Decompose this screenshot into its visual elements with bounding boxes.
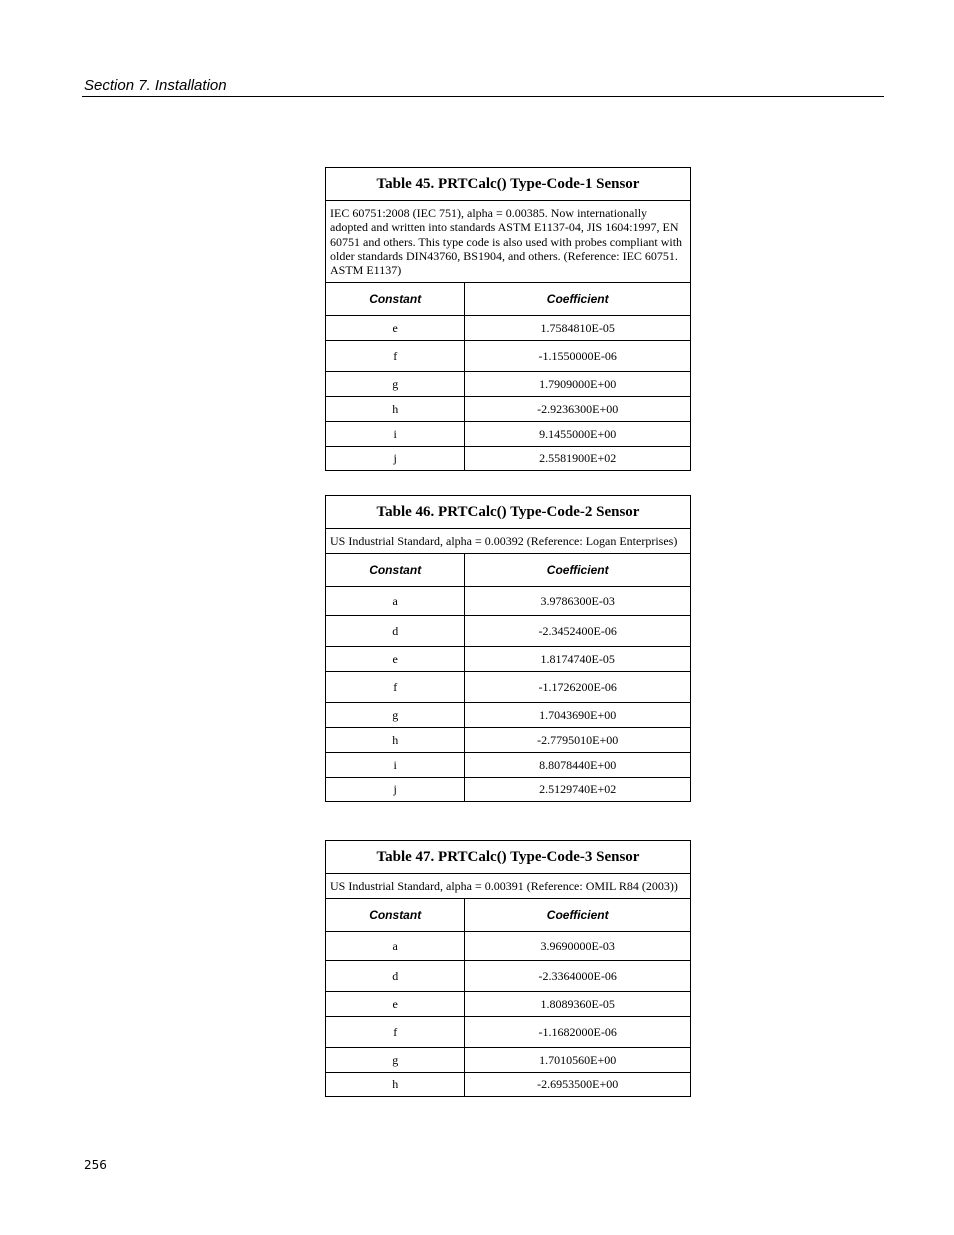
column-header-coefficient: Coefficient	[465, 283, 691, 316]
table-title: Table 46. PRTCalc() Type-Code-2 Sensor	[326, 496, 691, 529]
constant-cell: f	[326, 341, 465, 372]
table-row	[326, 992, 691, 1017]
constant-cell: i	[326, 753, 465, 778]
coefficient-cell: 8.8078440E+00	[465, 753, 691, 778]
table-row	[326, 728, 691, 753]
table-45	[325, 167, 691, 471]
constant-cell: h	[326, 728, 465, 753]
coefficient-cell: 1.7010560E+00	[465, 1048, 691, 1073]
table-row	[326, 778, 691, 802]
constant-cell: e	[326, 316, 465, 341]
header-rule	[82, 96, 884, 97]
coefficient-cell: -2.7795010E+00	[465, 728, 691, 753]
coefficient-cell: 1.8089360E-05	[465, 992, 691, 1017]
constant-cell: d	[326, 961, 465, 992]
constant-cell: f	[326, 672, 465, 703]
table-title: Table 45. PRTCalc() Type-Code-1 Sensor	[326, 168, 691, 201]
constant-cell: h	[326, 397, 465, 422]
table-row	[326, 397, 691, 422]
column-header-constant: Constant	[326, 554, 465, 587]
coefficient-cell: 3.9690000E-03	[465, 932, 691, 961]
table-row	[326, 316, 691, 341]
table-46	[325, 495, 691, 802]
constant-cell: f	[326, 1017, 465, 1048]
coefficient-cell: -1.1682000E-06	[465, 1017, 691, 1048]
constant-cell: i	[326, 422, 465, 447]
coefficient-cell: -2.6953500E+00	[465, 1073, 691, 1097]
coefficient-cell: -1.1726200E-06	[465, 672, 691, 703]
table-row	[326, 1048, 691, 1073]
table-title: Table 47. PRTCalc() Type-Code-3 Sensor	[326, 841, 691, 874]
column-header-coefficient: Coefficient	[465, 554, 691, 587]
coefficient-cell: 1.7043690E+00	[465, 703, 691, 728]
table-row	[326, 932, 691, 961]
column-header-coefficient: Coefficient	[465, 899, 691, 932]
coefficient-cell: 2.5129740E+02	[465, 778, 691, 802]
coefficient-cell: 1.7909000E+00	[465, 372, 691, 397]
coefficient-cell: 1.7584810E-05	[465, 316, 691, 341]
constant-cell: a	[326, 587, 465, 616]
constant-cell: e	[326, 647, 465, 672]
coefficient-cell: -2.3364000E-06	[465, 961, 691, 992]
page-number: 256	[84, 1158, 107, 1172]
coefficient-cell: 3.9786300E-03	[465, 587, 691, 616]
constant-cell: j	[326, 778, 465, 802]
table-47	[325, 840, 691, 1097]
table-row	[326, 372, 691, 397]
table-row	[326, 753, 691, 778]
table-row	[326, 341, 691, 372]
table-row	[326, 703, 691, 728]
coefficient-cell: -2.3452400E-06	[465, 616, 691, 647]
table-row	[326, 672, 691, 703]
table-row	[326, 447, 691, 471]
coefficient-cell: 1.8174740E-05	[465, 647, 691, 672]
constant-cell: g	[326, 703, 465, 728]
table-row	[326, 616, 691, 647]
table-row	[326, 647, 691, 672]
constant-cell: g	[326, 372, 465, 397]
constant-cell: j	[326, 447, 465, 471]
coefficient-cell: 9.1455000E+00	[465, 422, 691, 447]
constant-cell: e	[326, 992, 465, 1017]
coefficient-cell: 2.5581900E+02	[465, 447, 691, 471]
table-row	[326, 961, 691, 992]
table-row	[326, 1073, 691, 1097]
table-row	[326, 587, 691, 616]
constant-cell: g	[326, 1048, 465, 1073]
table-row	[326, 1017, 691, 1048]
section-header: Section 7. Installation	[84, 77, 227, 94]
table-row	[326, 422, 691, 447]
constant-cell: d	[326, 616, 465, 647]
column-header-constant: Constant	[326, 283, 465, 316]
table-description: US Industrial Standard, alpha = 0.00392 (Reference: Logan Enterprises)	[326, 529, 691, 554]
column-header-constant: Constant	[326, 899, 465, 932]
coefficient-cell: -1.1550000E-06	[465, 341, 691, 372]
constant-cell: h	[326, 1073, 465, 1097]
table-description: US Industrial Standard, alpha = 0.00391 (Reference: OMIL R84 (2003))	[326, 874, 691, 899]
coefficient-cell: -2.9236300E+00	[465, 397, 691, 422]
table-description: IEC 60751:2008 (IEC 751), alpha = 0.00385. Now internationally adopted and written into standards ASTM E1137-04, JIS 1604:1997, EN 60751 and others. This type code is also used with probes compliant with older standards DIN43760, BS1904, and others. (Reference: IEC 60751. ASTM E1137)	[326, 201, 691, 283]
constant-cell: a	[326, 932, 465, 961]
